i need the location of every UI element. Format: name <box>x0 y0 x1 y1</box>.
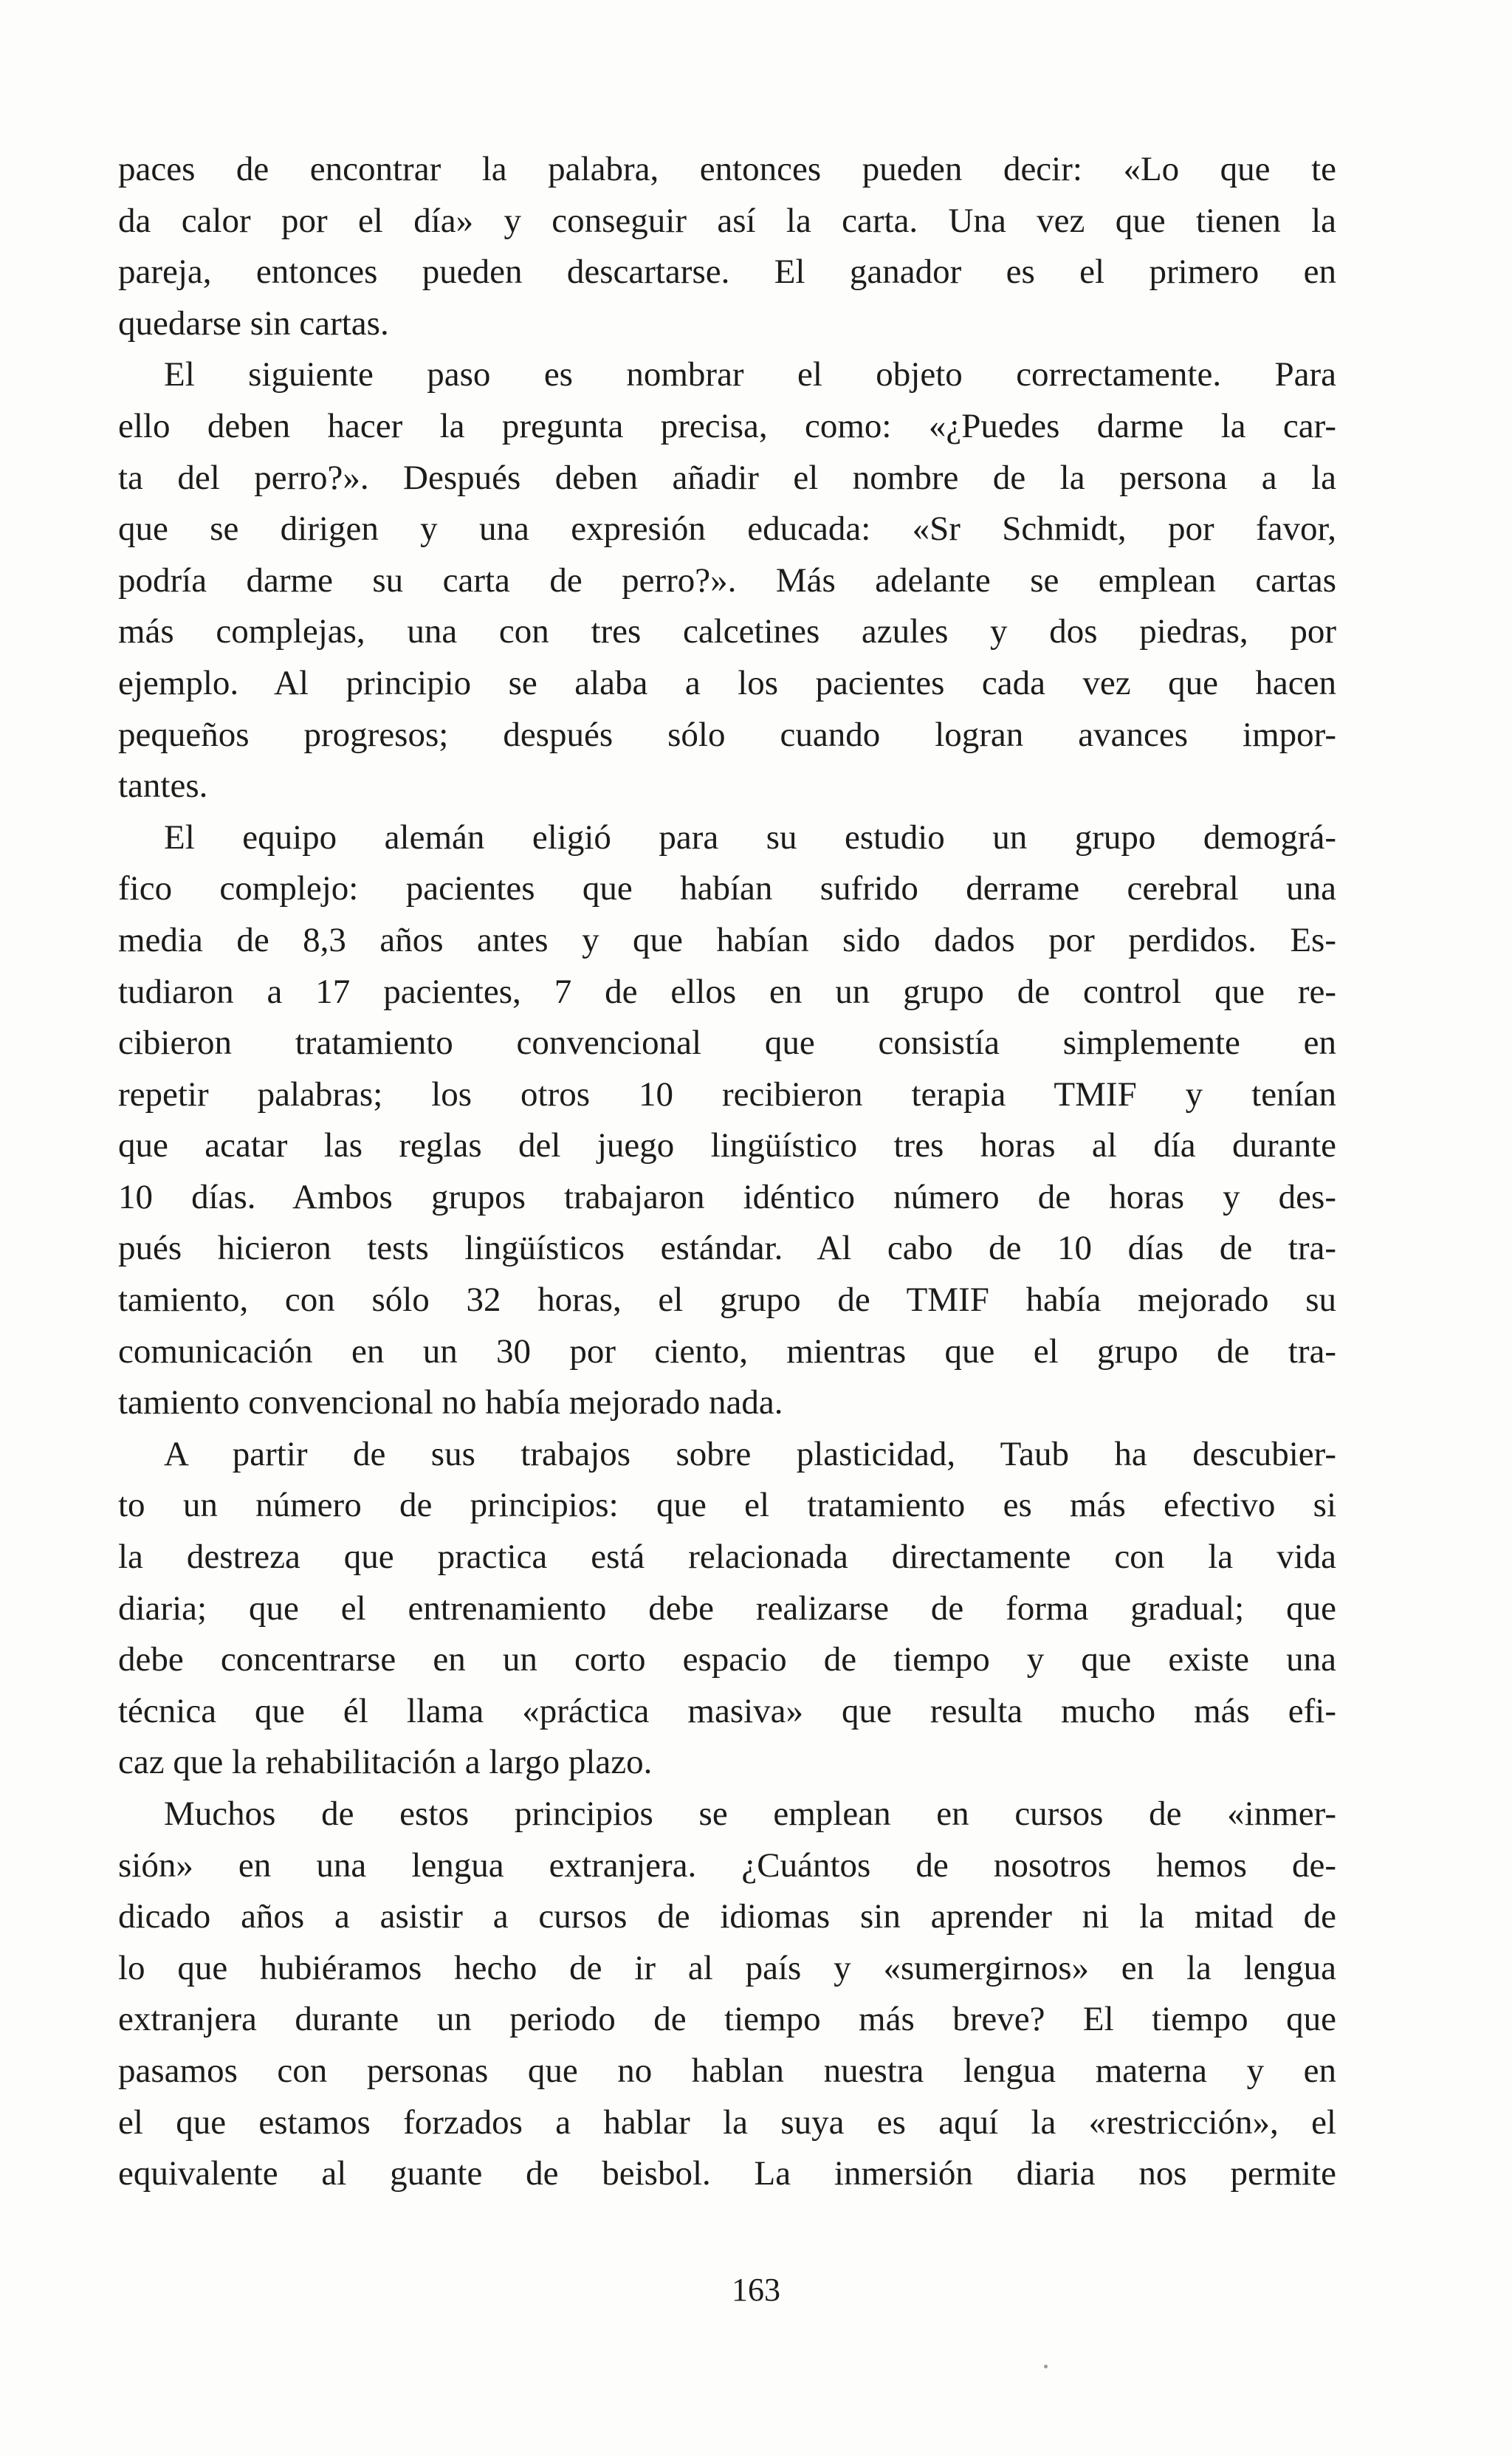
text-line: pareja, entonces pueden descartarse. El ganador es el primero en <box>118 253 1336 292</box>
text-line: tamiento convencional no había mejorado nada. <box>118 1383 783 1422</box>
paragraph-start-line: El siguiente paso es nombrar el objeto correctamente. Para <box>164 355 1336 394</box>
text-line: caz que la rehabilitación a largo plazo. <box>118 1743 653 1782</box>
text-line: sión» en una lengua extranjera. ¿Cuántos de nosotros hemos de- <box>118 1846 1336 1885</box>
text-line: extranjera durante un periodo de tiempo más breve? El tiempo que <box>118 2000 1336 2039</box>
page-number: 163 <box>732 2272 780 2308</box>
text-line: comunicación en un 30 por ciento, mientras que el grupo de tra- <box>118 1332 1336 1371</box>
text-line: debe concentrarse en un corto espacio de tiempo y que existe una <box>118 1640 1336 1679</box>
paragraph-start-line: El equipo alemán eligió para su estudio un grupo demográ- <box>164 818 1336 857</box>
text-line: repetir palabras; los otros 10 recibieron terapia TMIF y tenían <box>118 1075 1336 1114</box>
text-line: pués hicieron tests lingüísticos estándar. Al cabo de 10 días de tra- <box>118 1229 1336 1268</box>
text-line: quedarse sin cartas. <box>118 304 389 343</box>
paragraph-start-line: A partir de sus trabajos sobre plasticidad, Taub ha descubier- <box>164 1434 1336 1473</box>
text-line: que acatar las reglas del juego lingüístico tres horas al día durante <box>118 1126 1336 1165</box>
text-line: ta del perro?». Después deben añadir el nombre de la persona a la <box>118 458 1336 497</box>
text-line: técnica que él llama «práctica masiva» que resulta mucho más efi- <box>118 1691 1336 1730</box>
text-line: tamiento, con sólo 32 horas, el grupo de TMIF había mejorado su <box>118 1281 1336 1320</box>
text-line: 10 días. Ambos grupos trabajaron idéntico número de horas y des- <box>118 1177 1336 1216</box>
text-line: media de 8,3 años antes y que habían sido dados por perdidos. Es- <box>118 920 1336 959</box>
text-line: lo que hubiéramos hecho de ir al país y «sumergirnos» en la lengua <box>118 1948 1336 1987</box>
text-line: to un número de principios: que el tratamiento es más efectivo si <box>118 1486 1336 1525</box>
text-line: tantes. <box>118 767 208 806</box>
text-line: paces de encontrar la palabra, entonces pueden decir: «Lo que te <box>118 150 1336 188</box>
text-line: la destreza que practica está relacionada directamente con la vida <box>118 1538 1336 1577</box>
scan-speck <box>1044 2365 1048 2368</box>
body-text <box>118 144 1336 2200</box>
text-line: podría darme su carta de perro?». Más adelante se emplean cartas <box>118 561 1336 600</box>
paragraph-start-line: Muchos de estos principios se emplean en cursos de «inmer- <box>164 1795 1336 1833</box>
text-line: pequeños progresos; después sólo cuando logran avances impor- <box>118 715 1336 754</box>
text-line: ejemplo. Al principio se alaba a los pacientes cada vez que hacen <box>118 663 1336 702</box>
text-line: ello deben hacer la pregunta precisa, como: «¿Puedes darme la car- <box>118 406 1336 445</box>
text-line: cibieron tratamiento convencional que consistía simplemente en <box>118 1024 1336 1063</box>
text-line: tudiaron a 17 pacientes, 7 de ellos en un grupo de control que re- <box>118 972 1336 1011</box>
text-line: dicado años a asistir a cursos de idiomas sin aprender ni la mitad de <box>118 1897 1336 1936</box>
text-line: más complejas, una con tres calcetines azules y dos piedras, por <box>118 612 1336 651</box>
text-line: equivalente al guante de beisbol. La inmersión diaria nos permite <box>118 2154 1336 2193</box>
text-line: diaria; que el entrenamiento debe realizarse de forma gradual; que <box>118 1589 1336 1628</box>
text-line: da calor por el día» y conseguir así la carta. Una vez que tienen la <box>118 201 1336 240</box>
text-line: que se dirigen y una expresión educada: «Sr Schmidt, por favor, <box>118 510 1336 549</box>
text-line: fico complejo: pacientes que habían sufrido derrame cerebral una <box>118 869 1336 908</box>
text-line: pasamos con personas que no hablan nuestra lengua materna y en <box>118 2051 1336 2090</box>
text-line: el que estamos forzados a hablar la suya es aquí la «restricción», el <box>118 2103 1336 2142</box>
